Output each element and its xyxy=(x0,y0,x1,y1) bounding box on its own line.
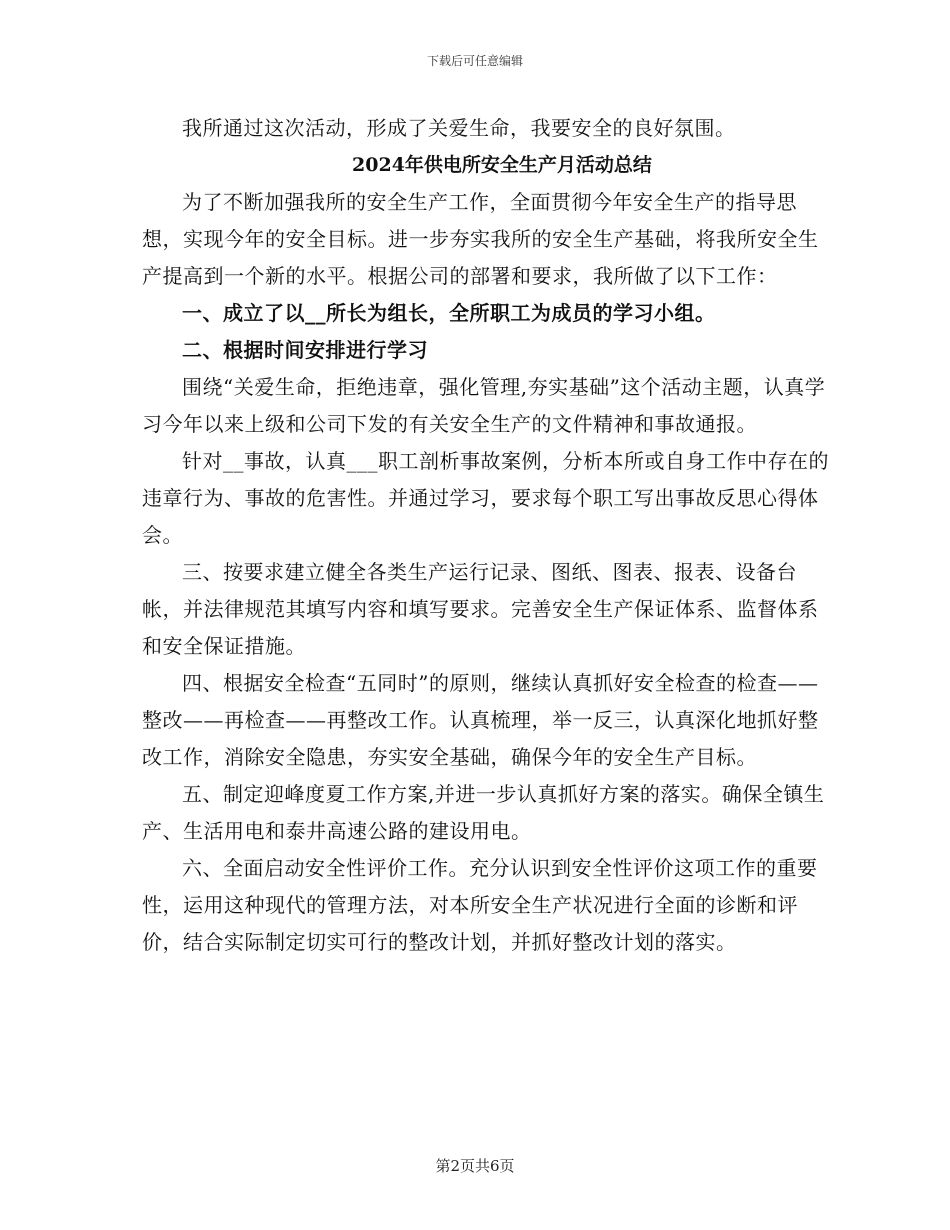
page-number: 第2页共6页 xyxy=(435,1157,515,1175)
heading-study-group: 一、成立了以__所长为组长，全所职工为成员的学习小组。 xyxy=(182,301,716,325)
paragraph-theme: 围绕“关爱生命，拒绝违章，强化管理,夯实基础”这个活动主题，认真学习今年以来上级和公司下发的有关安全生产的文件精神和事故通报。 xyxy=(142,375,826,436)
page-header: 下载后可任意编辑 xyxy=(426,54,523,68)
intro-paragraph: 我所通过这次活动，形成了关爱生命，我要安全的良好氛围。 xyxy=(182,116,736,140)
paragraph-summer-peak: 五、制定迎峰度夏工作方案,并进一步认真抓好方案的落实。确保全镇生产、生活用电和泰井高速公路的建设用电。 xyxy=(142,782,825,843)
document-body xyxy=(142,110,832,961)
paragraph-accident-analysis: 针对__事故，认真___职工剖析事故案例，分析本所或自身工作中存在的违章行为、事故的危害性。并通过学习，要求每个职工写出事故反思心得体会。 xyxy=(142,449,829,547)
heading-study-schedule: 二、根据时间安排进行学习 xyxy=(182,338,428,362)
paragraph-records: 三、按要求建立健全各类生产运行记录、图纸、图表、报表、设备台帐，并法律规范其填写内容和填写要求。完善安全生产保证体系、监督体系和安全保证措施。 xyxy=(142,560,819,658)
paragraph-preface: 为了不断加强我所的安全生产工作，全面贯彻今年安全生产的指导思想，实现今年的安全目标。进一步夯实我所的安全生产基础，将我所安全生产提高到一个新的水平。根据公司的部署和要求，我所做了以下工作： xyxy=(142,190,819,288)
paragraph-safety-evaluation: 六、全面启动安全性评价工作。充分认识到安全性评价这项工作的重要性，运用这种现代的管理方法，对本所安全生产状况进行全面的诊断和评价，结合实际制定切实可行的整改计划，并抓好整改计划的落实。 xyxy=(142,856,818,954)
document-title: 2024年供电所安全生产月活动总结 xyxy=(352,154,652,176)
paragraph-inspection: 四、根据安全检查“五同时”的原则，继续认真抓好安全检查的检查——整改——再检查——再整改工作。认真梳理，举一反三，认真深化地抓好整改工作，消除安全隐患，夯实安全基础，确保今年的安全生产目标。 xyxy=(142,671,819,769)
